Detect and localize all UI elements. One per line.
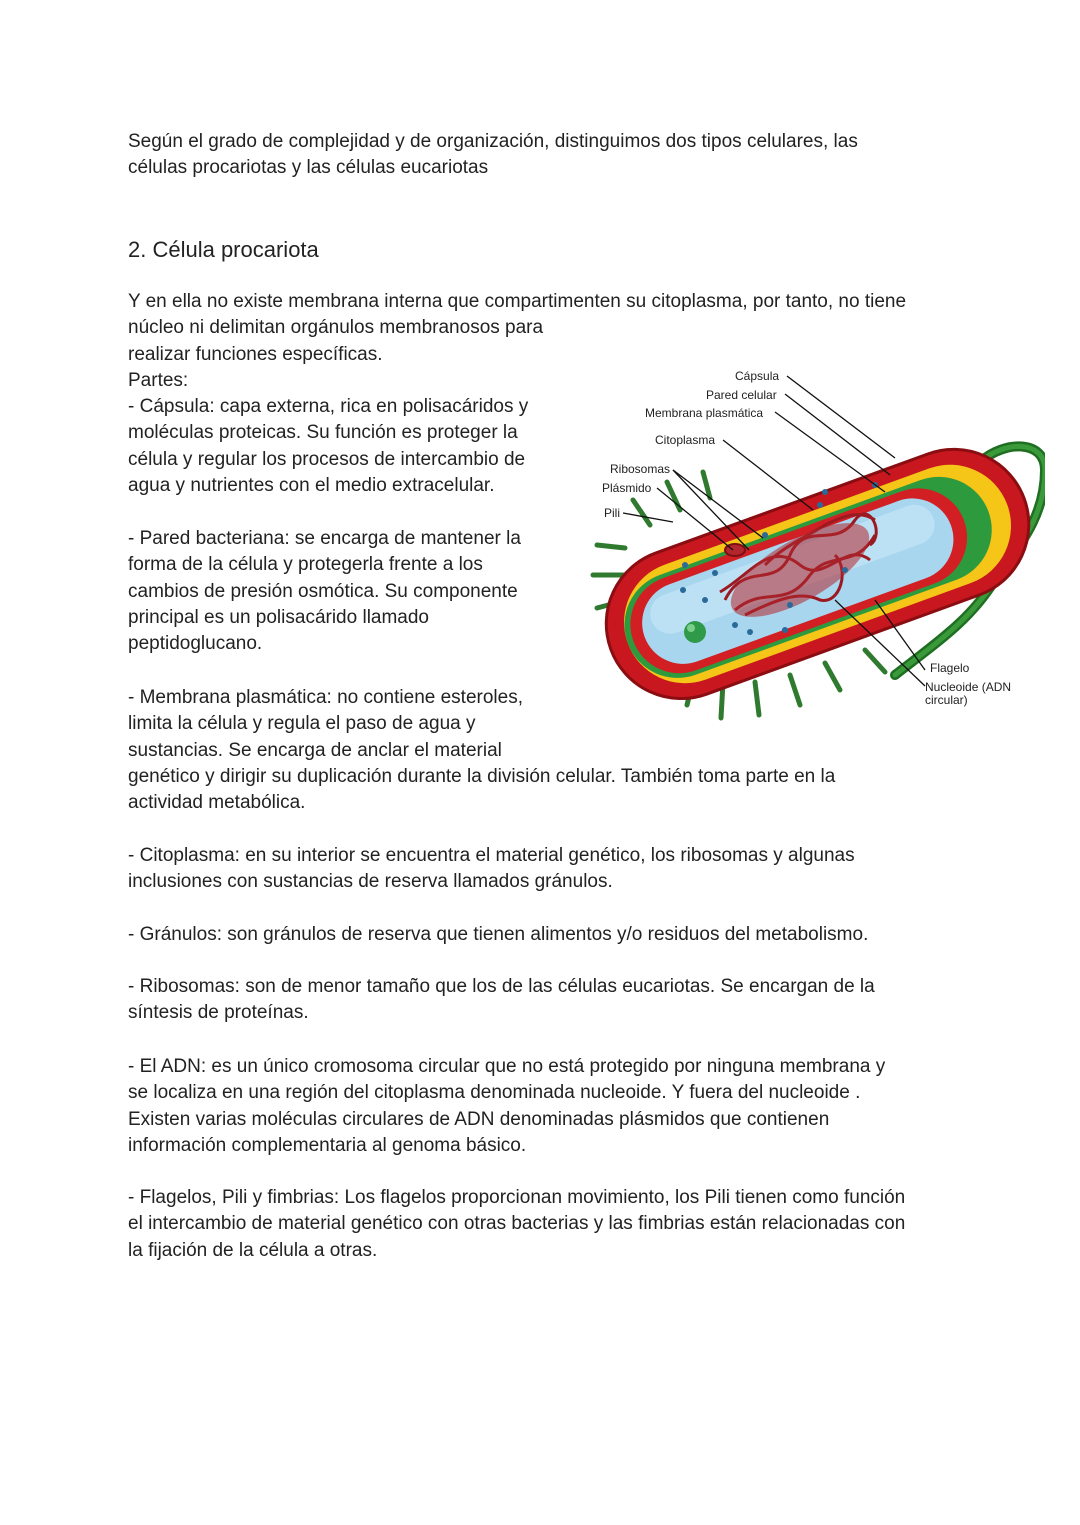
paragraph-citoplasma (128, 843, 855, 896)
text-line: realizar funciones específicas. (128, 343, 383, 365)
cell-diagram-svg (575, 360, 1045, 725)
ribosome-dot (747, 629, 753, 635)
pilus (755, 682, 759, 715)
label-capsula: Cápsula (735, 369, 780, 383)
text-line: actividad metabólica. (128, 792, 306, 814)
leader-ribosomas (673, 470, 763, 538)
text-line: - Cápsula: capa externa, rica en polisacáridos y (128, 396, 529, 418)
paragraph-granulos (128, 922, 868, 948)
text-line: peptidoglucano. (128, 633, 263, 655)
leader-citoplasma (723, 440, 813, 510)
section-title: 2. Célula procariota (128, 237, 319, 262)
ribosome-dot (680, 587, 686, 593)
text-line: Según el grado de complejidad y de organización, distinguimos dos tipos celulares, las (128, 131, 858, 152)
label-citoplasma: Citoplasma (655, 433, 716, 447)
leader-pared (785, 394, 890, 475)
text-line: Partes: (128, 369, 189, 391)
text-line: núcleo ni delimitan orgánulos membranosos para (128, 317, 544, 339)
ribosome-dot (787, 602, 793, 608)
ribosome-dot (712, 570, 718, 576)
pilus (865, 650, 885, 672)
prokaryotic-cell-diagram (575, 360, 1045, 725)
text-line: agua y nutrientes con el medio extracelular. (128, 475, 495, 497)
text-line: - Pared bacteriana: se encarga de mantener la (128, 528, 521, 549)
leader-membrana (775, 412, 885, 492)
ribosome-dot (817, 502, 823, 508)
ribosome-dot (702, 597, 708, 603)
ribosome-dot (762, 532, 768, 538)
pilus (790, 675, 800, 705)
label-nucleoide-2: circular) (925, 693, 968, 707)
text-line: forma de la célula y protegerla frente a los (128, 554, 483, 576)
text-line: - Membrana plasmática: no contiene esteroles, (128, 687, 523, 708)
text-line: - Flagelos, Pili y fimbrias: Los flagelos proporcionan movimiento, los Pili tienen como función (128, 1187, 906, 1208)
label-flagelo: Flagelo (930, 661, 970, 675)
granule-highlight (687, 624, 695, 632)
text-line: - Gránulos: son gránulos de reserva que tienen alimentos y/o residuos del metabolismo. (128, 924, 869, 945)
label-plasmido: Plásmido (602, 481, 652, 495)
text-line: células procariotas y las células eucariotas (128, 157, 489, 179)
text-line: información complementaria al genoma básico. (128, 1134, 527, 1156)
pilus (597, 545, 625, 548)
leader-capsula (787, 376, 895, 458)
text-line: la fijación de la célula a otras. (128, 1239, 378, 1261)
ribosome-dot (732, 622, 738, 628)
text-line: cambios de presión osmótica. Su componente (128, 580, 518, 602)
text-line: célula y regular los procesos de intercambio de (128, 448, 526, 470)
paragraph-adn (128, 1054, 885, 1159)
ribosome-dot (682, 562, 688, 568)
label-pili: Pili (604, 506, 621, 520)
label-membrana: Membrana plasmática (645, 406, 764, 420)
paragraph-ribosomas (128, 974, 875, 1027)
text-line: sustancias. Se encarga de anclar el material (128, 739, 502, 761)
text-line: - Citoplasma: en su interior se encuentra el material genético, los ribosomas y algunas (128, 845, 855, 866)
text-line: limita la célula y regula el paso de agua y (128, 713, 476, 735)
granule-icon (684, 621, 706, 643)
text-line: principal es un polisacárido llamado (128, 606, 430, 628)
text-line: - Ribosomas: son de menor tamaño que los de las células eucariotas. Se encargan de la (128, 976, 875, 997)
paragraph-pared (128, 526, 521, 657)
text-line: - El ADN: es un único cromosoma circular que no está protegido por ninguna membrana y (128, 1056, 886, 1077)
pilus (825, 663, 840, 690)
text-line: moléculas proteicas. Su función es proteger la (128, 422, 518, 444)
text-line: el intercambio de material genético con otras bacterias y las fimbrias están relacionadas con (128, 1213, 906, 1235)
text-line: Y en ella no existe membrana interna que compartimenten su citoplasma, por tanto, no tiene (128, 291, 907, 312)
ribosome-dot (782, 627, 788, 633)
label-pared: Pared celular (706, 388, 777, 402)
label-ribosomas: Ribosomas (610, 462, 671, 476)
label-nucleoide-1: Nucleoide (ADN (925, 680, 1012, 694)
text-line: inclusiones con sustancias de reserva llamados gránulos. (128, 871, 613, 893)
text-line: se localiza en una región del citoplasma denominada nucleoide. Y fuera del nucleoide . (128, 1082, 861, 1104)
text-line: genético y dirigir su duplicación durante la división celular. También toma parte en la (128, 765, 836, 787)
paragraph-flagelos (128, 1185, 905, 1264)
ribosome-dot (822, 489, 828, 495)
intro-paragraph (128, 129, 948, 182)
ribosome-dot (842, 567, 848, 573)
text-line: síntesis de proteínas. (128, 1002, 309, 1024)
text-line: Existen varias moléculas circulares de ADN denominadas plásmidos que contienen (128, 1108, 830, 1130)
pilus (633, 500, 650, 525)
